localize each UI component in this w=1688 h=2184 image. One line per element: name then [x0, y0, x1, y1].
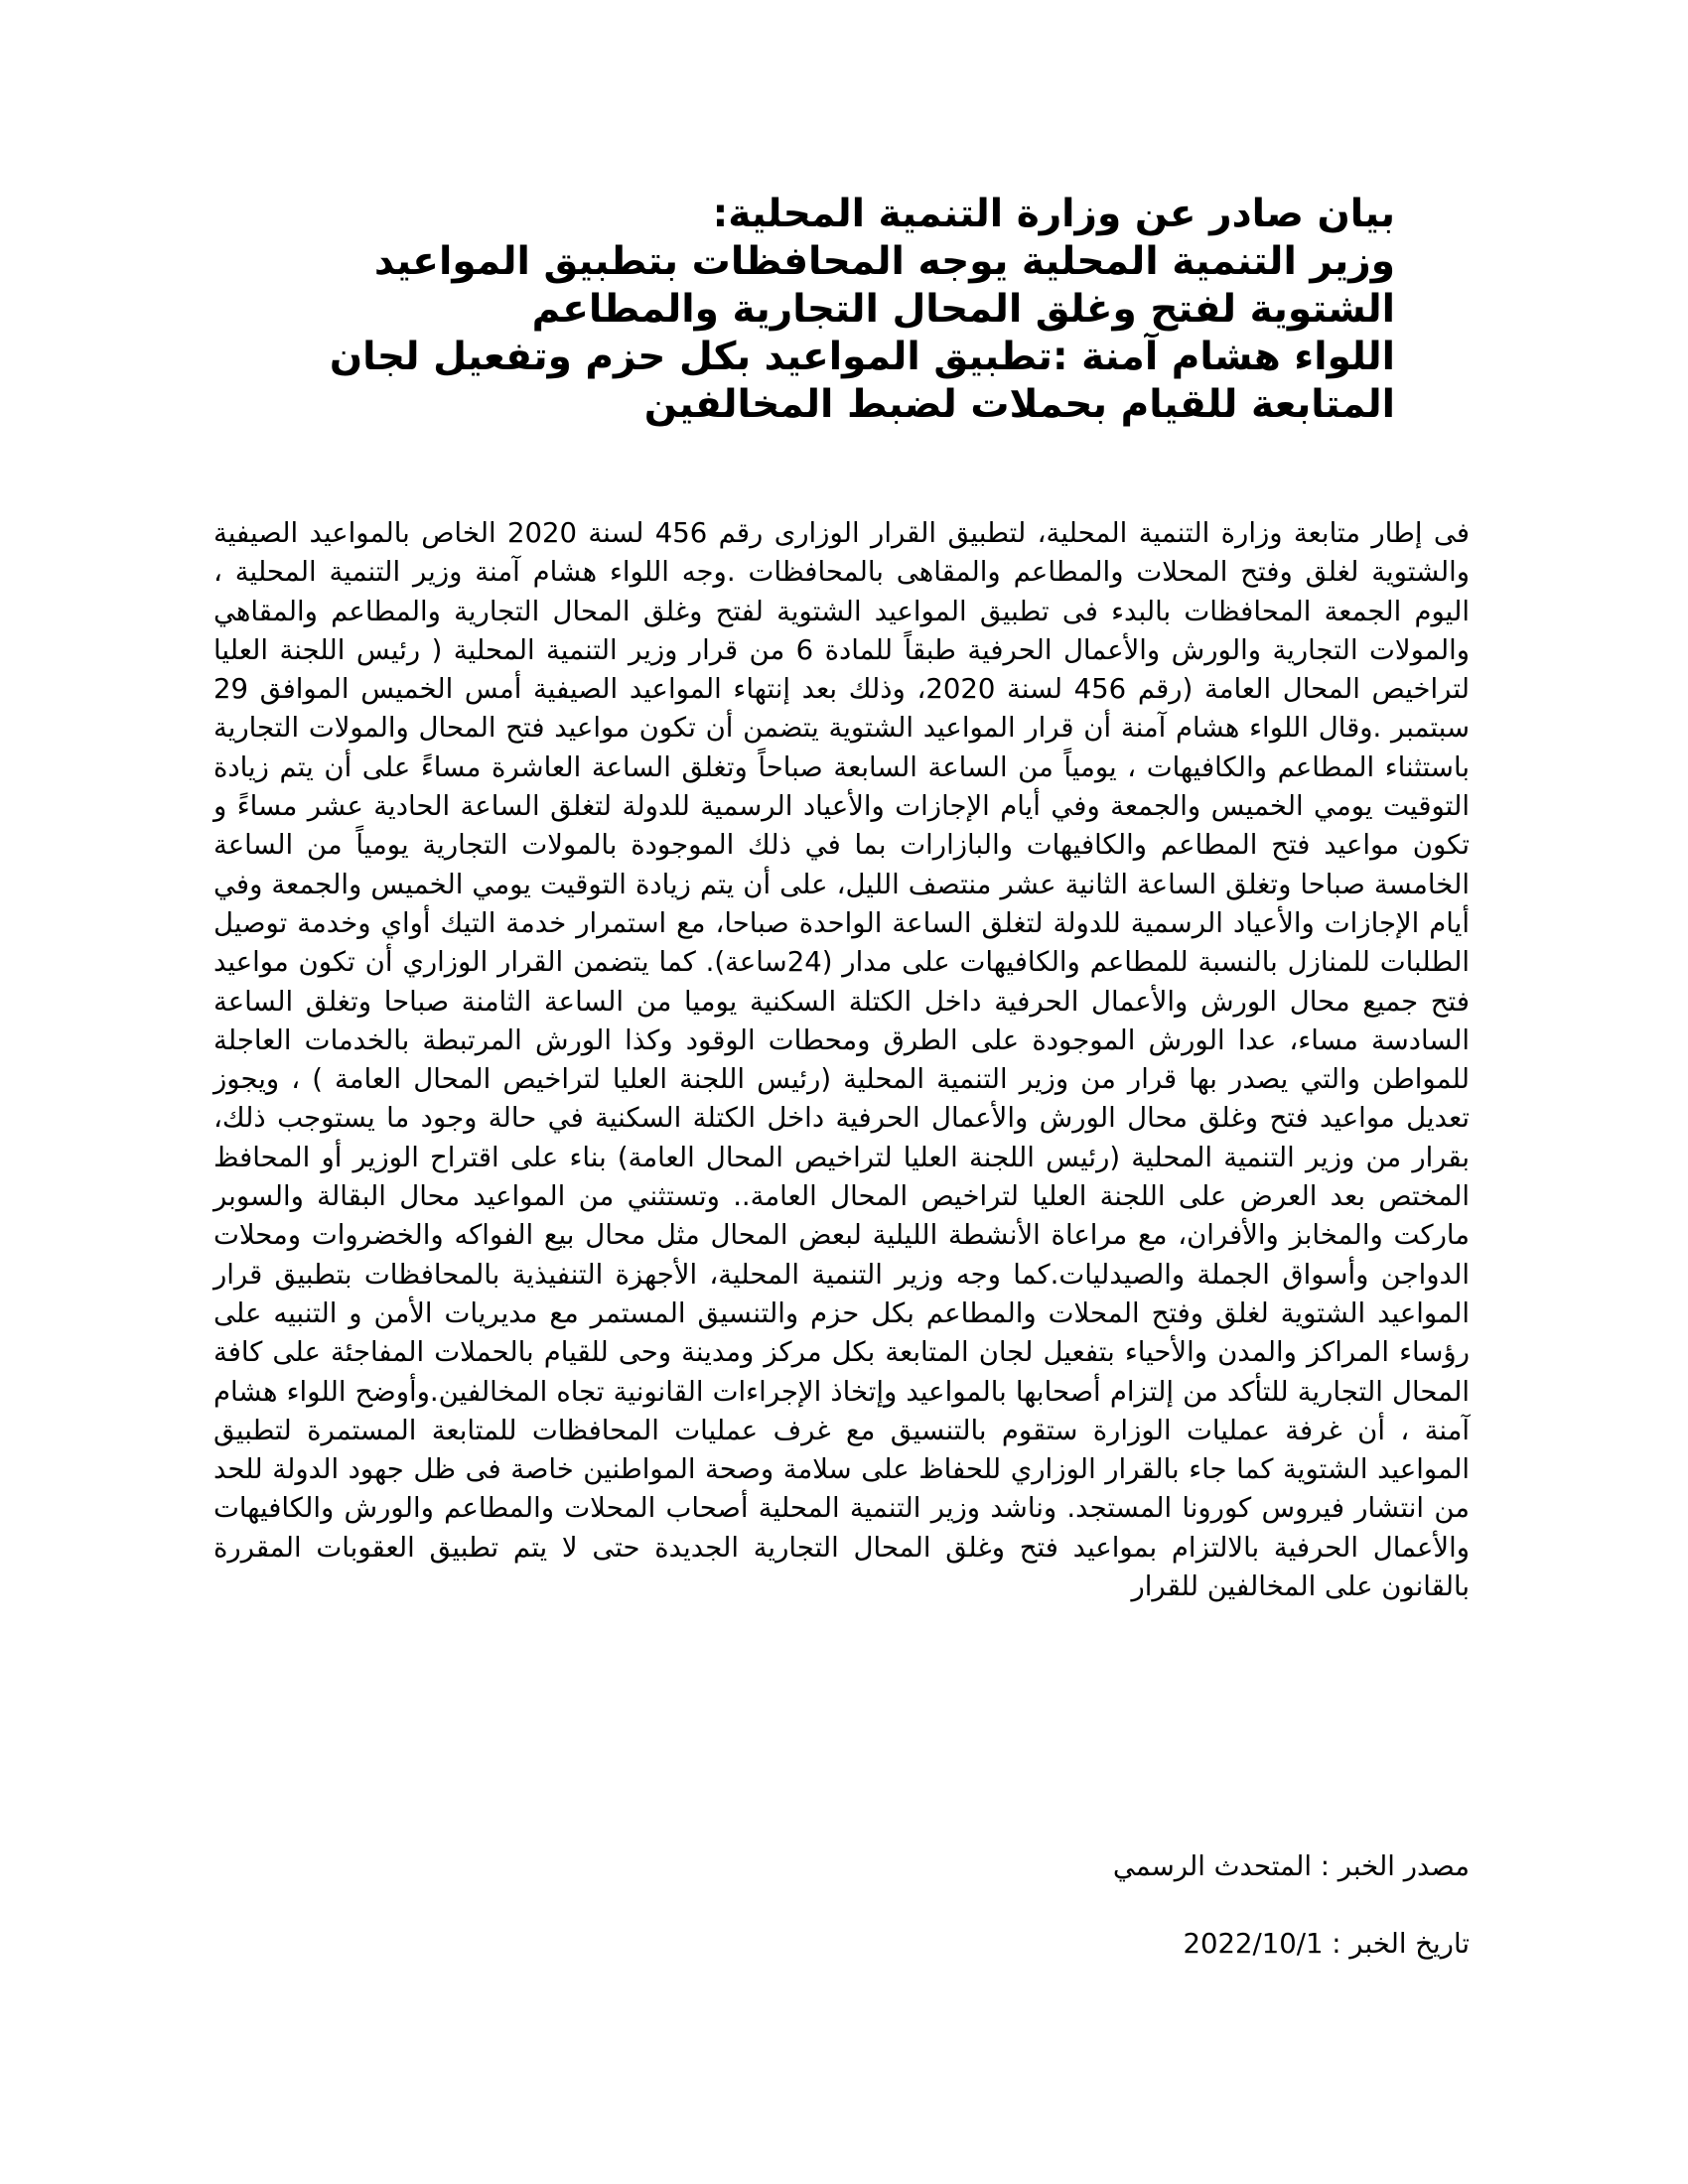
news-source-line: مصدر الخبر : المتحدث الرسمي	[1112, 1850, 1470, 1882]
news-date-line: تاريخ الخبر : 2022/10/1	[1183, 1928, 1470, 1960]
article-body: فى إطار متابعة وزارة التنمية المحلية، لتطبيق القرار الوزارى رقم 456 لسنة 2020 الخاص بالمواعيد الصيفية والشتوية لغلق وفتح المحلات والمطاعم والمقاهى بالمحافظات .وجه اللواء هشام آمنة وزير التنمية المحلية ، اليوم الجمعة المحافظات بالبدء فى تطبيق المواعيد الشتوية لفتح وغلق المحال التجارية والمطاعم والمقاهي والمولات التجارية والورش والأعمال الحرفية طبقاً للمادة 6 من قرار وزير التنمية المحلية ( رئيس اللجنة العليا لتراخيص المحال العامة (رقم 456 لسنة 2020، وذلك بعد إنتهاء المواعيد الصيفية أمس الخميس الموافق 29 سبتمبر .وقال اللواء هشام آمنة أن قرار المواعيد الشتوية يتضمن أن تكون مواعيد فتح المحال والمولات التجارية باستثناء المطاعم والكافيهات ، يومياً من الساعة السابعة صباحاً وتغلق الساعة العاشرة مساءً على أن يتم زيادة التوقيت يومي الخميس والجمعة وفي أيام الإجازات والأعياد الرسمية للدولة لتغلق الساعة الحادية عشر مساءً و تكون مواعيد فتح المطاعم والكافيهات والبازارات بما في ذلك الموجودة بالمولات التجارية يومياً من الساعة الخامسة صباحا وتغلق الساعة الثانية عشر منتصف الليل، على أن يتم زيادة التوقيت يومي الخميس والجمعة وفي أيام الإجازات والأعياد الرسمية للدولة لتغلق الساعة الواحدة صباحا، مع استمرار خدمة التيك أواي وخدمة توصيل الطلبات للمنازل بالنسبة للمطاعم والكافيهات على مدار (24ساعة). كما يتضمن القرار الوزاري أن تكون مواعيد فتح جميع محال الورش والأعمال الحرفية داخل الكتلة السكنية يوميا من الساعة الثامنة صباحا وتغلق الساعة السادسة مساء، عدا الورش الموجودة على الطرق ومحطات الوقود وكذا الورش المرتبطة بالخدمات العاجلة للمواطن والتي يصدر بها قرار من وزير التنمية المحلية (رئيس اللجنة العليا لتراخيص المحال العامة ) ، ويجوز تعديل مواعيد فتح وغلق محال الورش والأعمال الحرفية داخل الكتلة السكنية في حالة وجود ما يستوجب ذلك، بقرار من وزير التنمية المحلية (رئيس اللجنة العليا لتراخيص المحال العامة) بناء على اقتراح الوزير أو المحافظ المختص بعد العرض على اللجنة العليا لتراخيص المحال العامة.. وتستثني من المواعيد محال البقالة والسوبر ماركت والمخابز والأفران، مع مراعاة الأنشطة الليلية لبعض المحال مثل محال بيع الفواكه والخضروات ومحلات الدواجن وأسواق الجملة والصيدليات.كما وجه وزير التنمية المحلية، الأجهزة التنفيذية بالمحافظات بتطبيق قرار المواعيد الشتوية لغلق وفتح المحلات والمطاعم بكل حزم والتنسيق المستمر مع مديريات الأمن و التنبيه على رؤساء المراكز والمدن والأحياء بتفعيل لجان المتابعة بكل مركز ومدينة وحى للقيام بالحملات المفاجئة على كافة المحال التجارية للتأكد من إلتزام أصحابها بالمواعيد وإتخاذ الإجراءات القانونية تجاه المخالفين.وأوضح اللواء هشام آمنة ، أن غرفة عمليات الوزارة ستقوم بالتنسيق مع غرف عمليات المحافظات للمتابعة المستمرة لتطبيق المواعيد الشتوية كما جاء بالقرار الوزاري للحفاظ على سلامة وصحة المواطنين خاصة فى ظل جهود الدولة للحد من انتشار فيروس كورونا المستجد. وناشد وزير التنمية المحلية أصحاب المحلات والمطاعم والورش والكافيهات والأعمال الحرفية بالالتزام بمواعيد فتح وغلق المحال التجارية الجديدة حتى لا يتم تطبيق العقوبات المقررة بالقانون على المخالفين للقرار	[213, 517, 1471, 1603]
headline-line-3: اللواء هشام آمنة :تطبيق المواعيد بكل حزم وتفعيل لجان المتابعة للقيام بحملات لضبط المخالفين	[329, 335, 1395, 427]
headline-line-2: وزير التنمية المحلية يوجه المحافظات بتطبيق المواعيد الشتوية لفتح وغلق المحال التجارية والمطاعم	[373, 239, 1395, 332]
headline-line-1: بيان صادر عن وزارة التنمية المحلية:	[712, 192, 1395, 236]
document-headline	[288, 191, 1395, 429]
